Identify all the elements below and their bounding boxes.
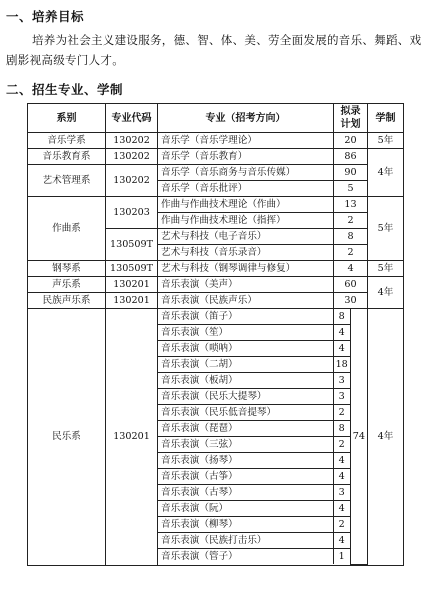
table-row xyxy=(28,149,404,165)
folk-item-row xyxy=(158,517,367,533)
folk-item-row xyxy=(158,405,367,421)
plan-cell: 8 xyxy=(334,229,368,245)
header-dept: 系别 xyxy=(28,104,106,133)
header-years: 学制 xyxy=(368,104,404,133)
folk-item-row xyxy=(158,533,367,549)
major-cell: 音乐学（音乐教育） xyxy=(158,149,334,165)
folk-plan-cell: 3 xyxy=(333,389,350,405)
folk-major-cell: 音乐表演（阮） xyxy=(158,501,333,517)
majors-table xyxy=(27,103,404,566)
folk-major-cell: 音乐表演（二胡） xyxy=(158,357,333,373)
folk-plan-cell: 4 xyxy=(333,533,350,549)
folk-major-cell: 音乐表演（笛子） xyxy=(158,309,333,325)
folk-plan-cell: 2 xyxy=(333,517,350,533)
folk-years-cell: 4年 xyxy=(368,309,404,566)
dept-cell: 艺术管理系 xyxy=(28,165,106,197)
folk-item-row xyxy=(158,469,367,485)
folk-item-row xyxy=(158,325,367,341)
major-cell: 作曲与作曲技术理论（作曲） xyxy=(158,197,334,213)
folk-plan-cell: 1 xyxy=(333,549,350,565)
section-heading-majors: 二、招生专业、学制 xyxy=(6,82,124,97)
folk-plan-cell: 4 xyxy=(333,453,350,469)
folk-item-row xyxy=(158,501,367,517)
major-cell: 艺术与科技（电子音乐） xyxy=(158,229,334,245)
dept-cell: 钢琴系 xyxy=(28,261,106,277)
code-cell: 130202 xyxy=(106,149,158,165)
code-cell: 130509T xyxy=(106,261,158,277)
dept-cell: 作曲系 xyxy=(28,197,106,261)
major-cell: 艺术与科技（钢琴调律与修复） xyxy=(158,261,334,277)
dept-cell: 音乐学系 xyxy=(28,133,106,149)
dept-cell: 民族声乐系 xyxy=(28,293,106,309)
years-cell: 5年 xyxy=(368,261,404,277)
plan-cell: 20 xyxy=(334,133,368,149)
major-cell: 音乐表演（美声） xyxy=(158,277,334,293)
folk-plan-cell: 4 xyxy=(333,469,350,485)
years-cell: 4年 xyxy=(368,149,404,197)
folk-code-cell: 130201 xyxy=(106,309,158,566)
folk-item-row xyxy=(158,373,367,389)
header-major: 专业（招考方向） xyxy=(158,104,334,133)
folk-plan-cell: 8 xyxy=(333,421,350,437)
plan-cell: 90 xyxy=(334,165,368,181)
table-row xyxy=(28,197,404,213)
folk-item-row xyxy=(158,453,367,469)
years-cell: 5年 xyxy=(368,133,404,149)
folk-plan-cell: 4 xyxy=(333,341,350,357)
folk-major-cell: 音乐表演（民族打击乐） xyxy=(158,533,333,549)
header-plan: 拟录计划 xyxy=(334,104,368,133)
folk-major-cell: 音乐表演（板胡） xyxy=(158,373,333,389)
folk-dept-cell: 民乐系 xyxy=(28,309,106,566)
dept-cell: 声乐系 xyxy=(28,277,106,293)
code-cell: 130203 xyxy=(106,197,158,229)
major-cell: 音乐学（音乐学理论） xyxy=(158,133,334,149)
years-cell: 4年 xyxy=(368,277,404,309)
plan-cell: 2 xyxy=(334,245,368,261)
folk-item-row xyxy=(158,485,367,501)
folk-plan-cell: 2 xyxy=(333,437,350,453)
major-cell: 艺术与科技（音乐录音） xyxy=(158,245,334,261)
folk-item-row xyxy=(158,421,367,437)
code-cell: 130202 xyxy=(106,133,158,149)
table-row xyxy=(28,261,404,277)
folk-major-cell: 音乐表演（管子） xyxy=(158,549,333,565)
folk-major-cell: 音乐表演（笙） xyxy=(158,325,333,341)
code-cell: 130202 xyxy=(106,165,158,197)
folk-item-row xyxy=(158,549,367,565)
folk-major-cell: 音乐表演（民乐低音提琴） xyxy=(158,405,333,421)
table-row xyxy=(28,133,404,149)
folk-plan-cell: 3 xyxy=(333,373,350,389)
plan-cell: 13 xyxy=(334,197,368,213)
major-cell: 音乐学（音乐批评） xyxy=(158,181,334,197)
table-header-row xyxy=(28,104,404,133)
dept-cell: 音乐教育系 xyxy=(28,149,106,165)
plan-cell: 2 xyxy=(334,213,368,229)
folk-subtable xyxy=(158,309,367,565)
major-cell: 作曲与作曲技术理论（指挥） xyxy=(158,213,334,229)
folk-plan-cell: 8 xyxy=(333,309,350,325)
folk-item-row xyxy=(158,389,367,405)
objective-paragraph: 培养为社会主义建设服务，德、智、体、美、劳全面发展的音乐、舞蹈、戏剧影视高级专门人才。 xyxy=(6,33,422,67)
folk-plan-cell: 2 xyxy=(333,405,350,421)
table-row xyxy=(28,165,404,181)
folk-item-row xyxy=(158,437,367,453)
folk-plan-cell: 18 xyxy=(333,357,350,373)
folk-plan-cell: 4 xyxy=(333,325,350,341)
folk-subtable-cell xyxy=(158,309,368,566)
folk-major-cell: 音乐表演（三弦） xyxy=(158,437,333,453)
folk-major-cell: 音乐表演（古筝） xyxy=(158,469,333,485)
plan-cell: 86 xyxy=(334,149,368,165)
plan-cell: 5 xyxy=(334,181,368,197)
code-cell: 130201 xyxy=(106,277,158,293)
table-row xyxy=(28,277,404,293)
section-heading-objective: 一、培养目标 xyxy=(6,9,85,24)
folk-item-row xyxy=(158,357,367,373)
code-cell: 130509T xyxy=(106,229,158,261)
plan-cell: 60 xyxy=(334,277,368,293)
major-cell: 音乐表演（民族声乐） xyxy=(158,293,334,309)
header-code: 专业代码 xyxy=(106,104,158,133)
folk-plan-cell: 3 xyxy=(333,485,350,501)
folk-plan-cell: 4 xyxy=(333,501,350,517)
folk-row xyxy=(28,309,404,566)
folk-major-cell: 音乐表演（唢呐） xyxy=(158,341,333,357)
table-row xyxy=(28,293,404,309)
plan-cell: 30 xyxy=(334,293,368,309)
folk-major-cell: 音乐表演（琵琶） xyxy=(158,421,333,437)
plan-cell: 4 xyxy=(334,261,368,277)
folk-major-cell: 音乐表演（民乐大提琴） xyxy=(158,389,333,405)
folk-total-cell: 74 xyxy=(350,309,367,564)
code-cell: 130201 xyxy=(106,293,158,309)
folk-major-cell: 音乐表演（扬琴） xyxy=(158,453,333,469)
folk-item-row xyxy=(158,341,367,357)
folk-major-cell: 音乐表演（古琴） xyxy=(158,485,333,501)
years-cell: 5年 xyxy=(368,197,404,261)
folk-major-cell: 音乐表演（柳琴） xyxy=(158,517,333,533)
folk-item-row xyxy=(158,309,367,325)
major-cell: 音乐学（音乐商务与音乐传媒） xyxy=(158,165,334,181)
